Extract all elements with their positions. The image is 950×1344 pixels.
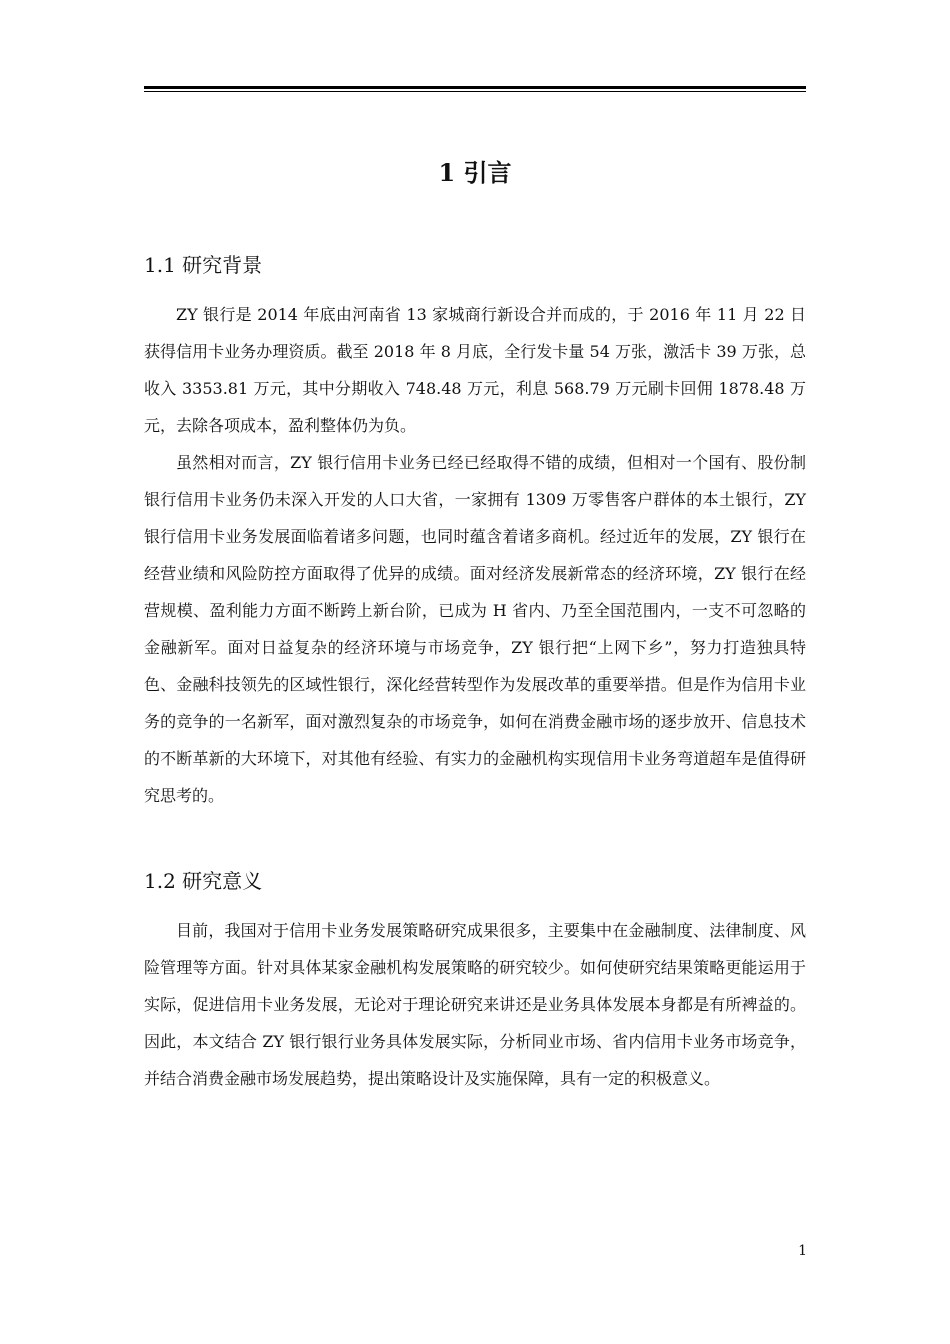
header-rule-thick <box>144 86 806 89</box>
paragraph-background-1: ZY 银行是 2014 年底由河南省 13 家城商行新设合并而成的，于 2016 年 11 月 22 日获得信用卡业务办理资质。截至 2018 年 8 月底，全行发卡量 54 万张，激活卡 39 万张，总收入 3353.81 万元，其中分期收入 748.48 万元，利息 568.79 万元刷卡回佣 1878.48 万元，去除各项成本，盈利整体仍为负。 <box>144 305 806 435</box>
paragraph-background-2: 虽然相对而言，ZY 银行信用卡业务已经已经取得不错的成绩，但相对一个国有、股份制银行信用卡业务仍未深入开发的人口大省，一家拥有 1309 万零售客户群体的本土银行，ZY 银行信用卡业务发展面临着诸多问题，也同时蕴含着诸多商机。经过近年的发展，ZY 银行在经营业绩和风险防控方面取得了优异的成绩。面对经济发展新常态的经济环境，ZY 银行在经营规模、盈利能力方面不断跨上新台阶，已成为 H 省内、乃至全国范围内，一支不可忽略的金融新军。面对日益复杂的经济环境与市场竞争，ZY 银行把“上网下乡”，努力打造独具特色、金融科技领先的区域性银行，深化经营转型作为发展改革的重要举措。但是作为信用卡业务的竞争的一名新军，面对激烈复杂的市场竞争，如何在消费金融市场的逐步放开、信息技术的不断革新的大环境下，对其他有经验、有实力的金融机构实现信用卡业务弯道超车是值得研究思考的。 <box>144 453 806 805</box>
section-heading-background: 1.1 研究背景 <box>144 253 263 277</box>
chapter-title: 1 引言 <box>438 158 512 187</box>
section-heading-significance: 1.2 研究意义 <box>144 869 263 893</box>
page-number: 1 <box>798 1243 807 1259</box>
paragraph-significance-1: 目前，我国对于信用卡业务发展策略研究成果很多，主要集中在金融制度、法律制度、风险管理等方面。针对具体某家金融机构发展策略的研究较少。如何使研究结果策略更能运用于实际，促进信用卡业务发展，无论对于理论研究来讲还是业务具体发展本身都是有所裨益的。因此，本文结合 ZY 银行银行业务具体发展实际，分析同业市场、省内信用卡业务市场竞争，并结合消费金融市场发展趋势，提出策略设计及实施保障，具有一定的积极意义。 <box>144 921 806 1088</box>
header-rule-thin <box>144 91 806 92</box>
